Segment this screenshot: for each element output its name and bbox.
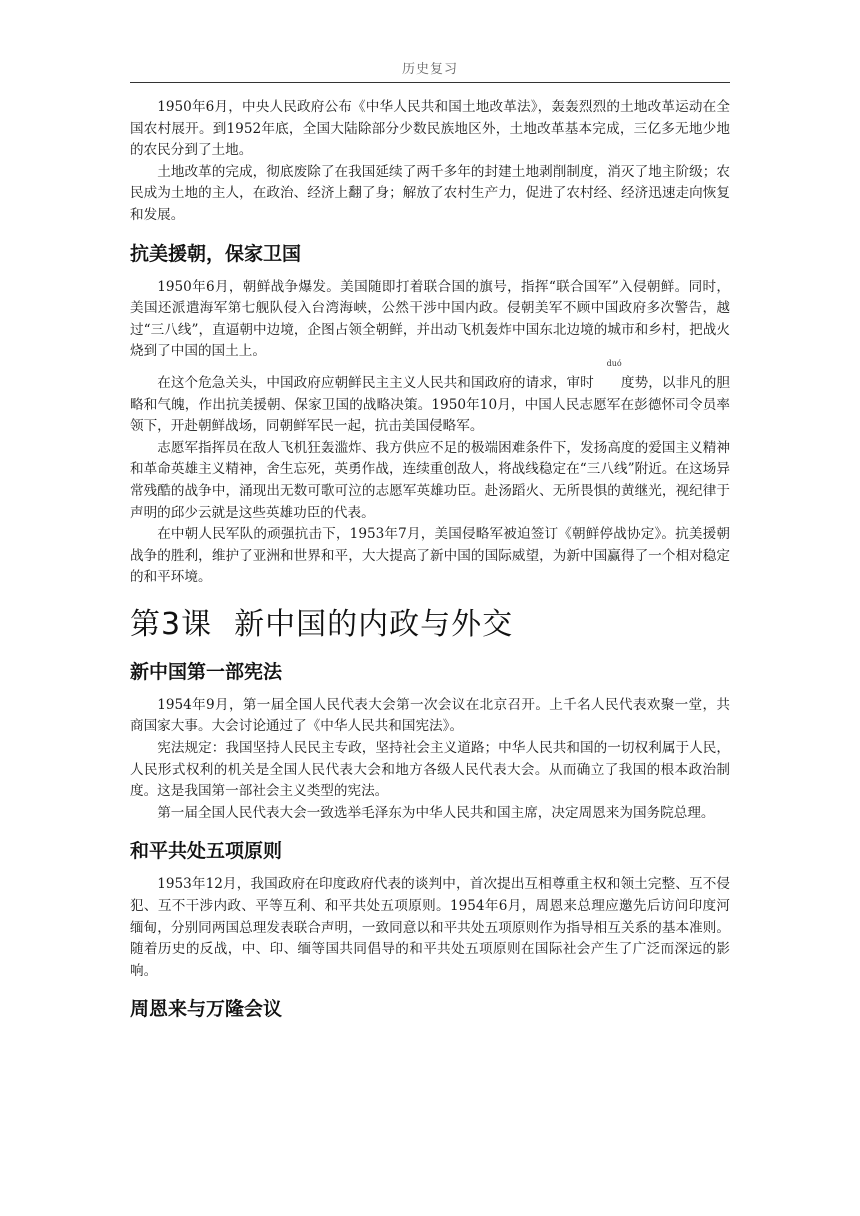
five-principles-paragraph-1: 1953年12月，我国政府在印度政府代表的谈判中，首次提出互相尊重主权和领土完整、互不侵犯、互不干涉内政、平等互利、和平共处五项原则。1954年6月，周恩来总理应邀先后访问印度河缅甸，分别同两国总理发表联合声明，一致同意以和平共处五项原则作为指导相互关系的基本准则。随着历史的反战，中、印、缅等国共同倡导的和平共处五项原则在国际社会产生了广泛而深远的影响。 bbox=[130, 876, 730, 979]
pinyin-annotation bbox=[594, 358, 635, 395]
korea-paragraph-2-before: 在这个危急关头，中国政府应朝鲜民主主义人民共和国政府的请求，审时 bbox=[157, 374, 594, 391]
pinyin-text: duó bbox=[606, 358, 622, 368]
korea-paragraph-2 bbox=[130, 358, 731, 438]
korea-paragraph-2-after: 势，以非凡的胆略和气魄，作出抗美援朝、保家卫国的战略决策。1950年10月，中国人民志愿军在彭德怀司令员率领下，开赴朝鲜战场，同朝鲜军民一起，抗击美国侵略军。 bbox=[130, 374, 731, 435]
constitution-paragraph-3: 第一届全国人民代表大会一致选举毛泽东为中华人民共和国主席，决定周恩来为国务院总理。 bbox=[157, 804, 715, 821]
lesson-name: 新中国的内政与外交 bbox=[234, 606, 514, 642]
constitution-paragraph-2: 宪法规定：我国坚持人民民主专政，坚持社会主义道路；中华人民共和国的一切权利属于人民，人民形式权利的机关是全国人民代表大会和地方各级人民代表大会。从而确立了我国的根本政治制度。这是我国第一部社会主义类型的宪法。 bbox=[130, 740, 730, 800]
lesson-number: 第3课 bbox=[130, 606, 213, 642]
section-heading-five-principles: 和平共处五项原则 bbox=[130, 840, 283, 863]
section-heading-korea: 抗美援朝，保家卫国 bbox=[130, 242, 302, 265]
land-reform-paragraph-1: 1950年6月，中央人民政府公布《中华人民共和国土地改革法》，轰轰烈烈的土地改革运动在全国农村展开。到1952年底，全国大陆除部分少数民族地区外，土地改革基本完成，三亿多无地少地的农民分到了土地。 bbox=[130, 99, 730, 159]
lesson-title bbox=[130, 605, 730, 645]
running-header: 历史复习 bbox=[130, 60, 730, 83]
land-reform-paragraph-2: 土地改革的完成，彻底废除了在我国延续了两千多年的封建土地剥削制度，消灭了地主阶级；农民成为土地的主人，在政治、经济上翻了身；解放了农村生产力，促进了农村经、经济迅速走向恢复和发展。 bbox=[130, 163, 730, 223]
korea-paragraph-4: 在中朝人民军队的顽强抗击下，1953年7月，美国侵略军被迫签订《朝鲜停战协定》。抗美援朝战争的胜利，维护了亚洲和世界和平，大大提高了新中国的国际威望，为新中国赢得了一个相对稳定的和平环境。 bbox=[130, 526, 730, 586]
pinyin-base-char: 度 bbox=[620, 374, 635, 391]
korea-paragraph-3: 志愿军指挥员在敌人飞机狂轰滥炸、我方供应不足的极端困难条件下，发扬高度的爱国主义精神和革命英雄主义精神，舍生忘死，英勇作战，连续重创敌人，将战线稳定在“三八线”附近。在这场异常残酷的战争中，涌现出无数可歌可泣的志愿军英雄功臣。赴汤蹈火、无所畏惧的黄继光，视纪律于声明的邱少云就是这些英雄功臣的代表。 bbox=[130, 439, 730, 521]
section-heading-constitution: 新中国第一部宪法 bbox=[130, 660, 283, 683]
korea-paragraph-1: 1950年6月，朝鲜战争爆发。美国随即打着联合国的旗号，指挥“联合国军”入侵朝鲜。同时，美国还派遣海军第七舰队侵入台湾海峡，公然干涉中国内政。侵朝美军不顾中国政府多次警告，越过“三八线”，直逼朝中边境，企图占领全朝鲜，并出动飞机轰炸中国东北边境的城市和乡村，把战火烧到了中国的国土上。 bbox=[130, 278, 730, 360]
constitution-paragraph-1: 1954年9月，第一届全国人民代表大会第一次会议在北京召开。上千名人民代表欢聚一堂，共商国家大事。大会讨论通过了《中华人民共和国宪法》。 bbox=[130, 696, 730, 735]
page-content bbox=[130, 97, 730, 1022]
section-heading-bandung: 周恩来与万隆会议 bbox=[130, 998, 283, 1021]
document-page bbox=[130, 60, 730, 1032]
